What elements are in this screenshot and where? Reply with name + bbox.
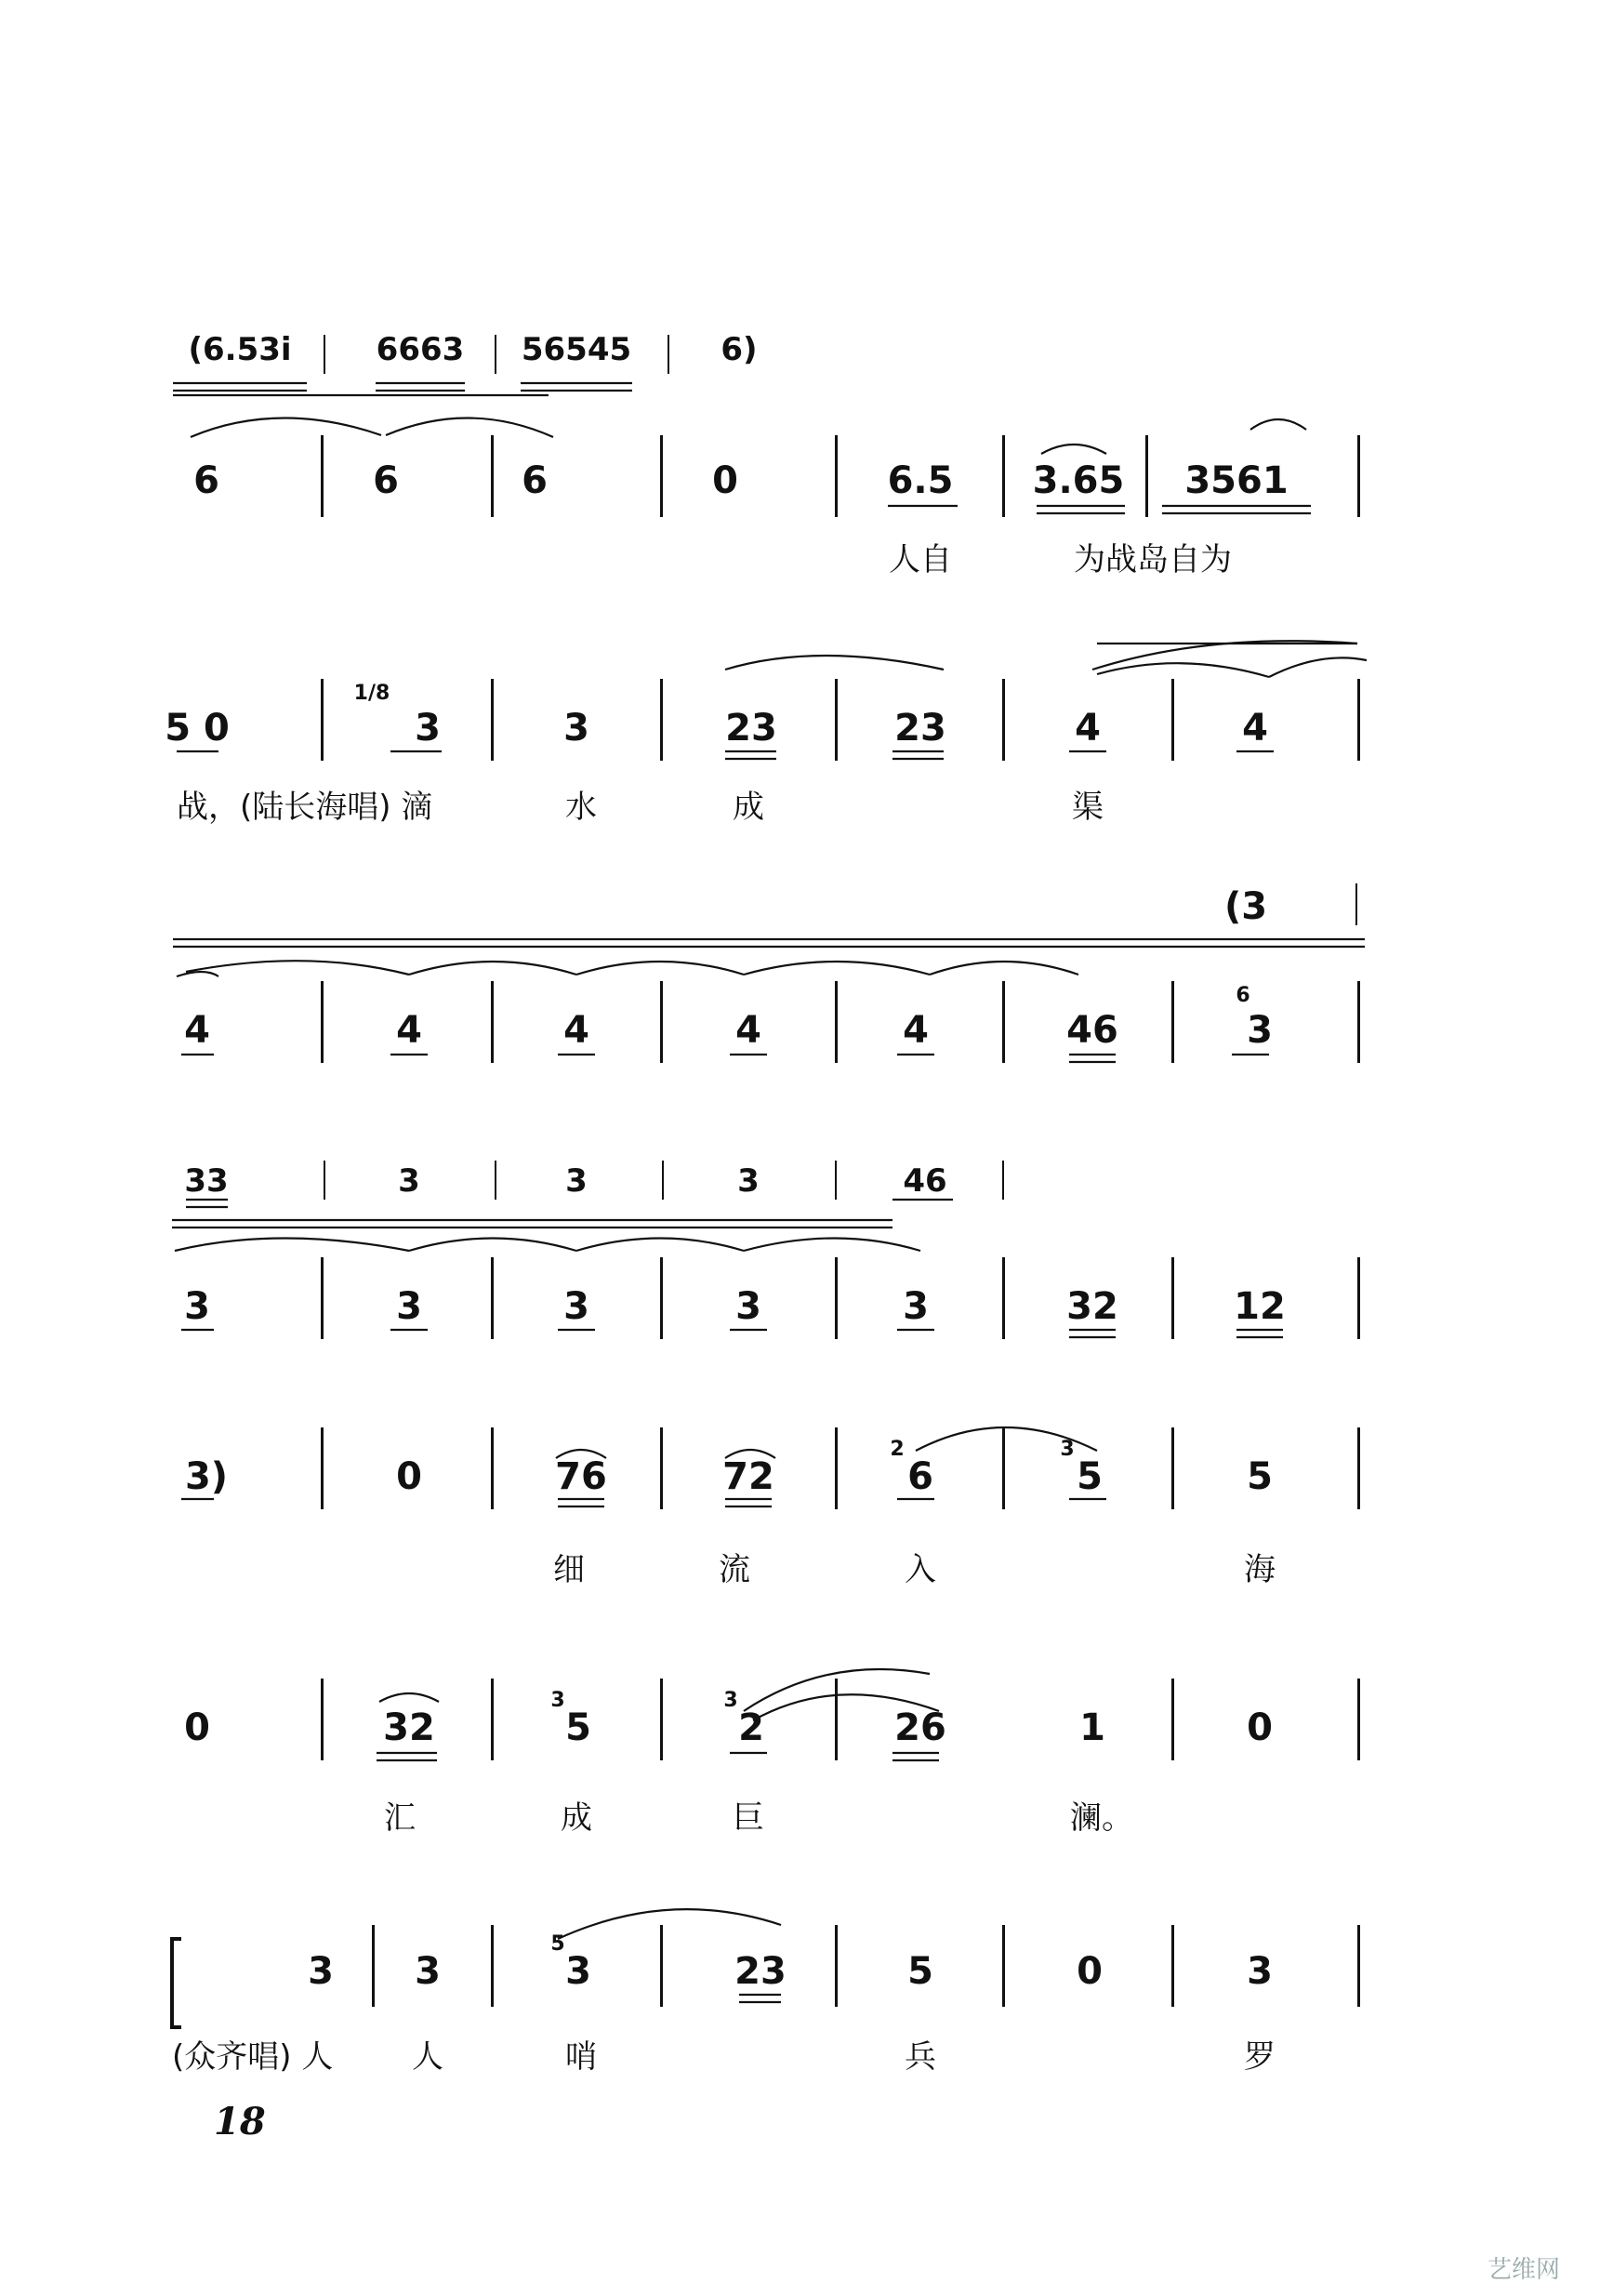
note: 3	[184, 1285, 210, 1328]
note: 23	[894, 707, 946, 750]
lyric: 人	[412, 2038, 443, 2076]
note: 2	[738, 1706, 764, 1749]
note: 3	[1247, 1950, 1273, 1993]
bar-line	[321, 679, 324, 761]
lyric: 水	[565, 789, 597, 826]
note: 5 0	[165, 707, 230, 750]
lyric: 罗	[1244, 2038, 1276, 2076]
note: 3.65	[1032, 459, 1125, 502]
bar-line	[1171, 1925, 1174, 2007]
bar-line	[491, 981, 494, 1063]
lyric: 为战岛自为	[1074, 541, 1232, 578]
lyric: 海	[1244, 1551, 1276, 1588]
bar-line	[321, 981, 324, 1063]
note: 3	[398, 1162, 420, 1200]
note: 3	[737, 1162, 760, 1200]
bar-line	[660, 1427, 663, 1509]
note: (3	[1223, 885, 1268, 928]
note: 23	[725, 707, 777, 750]
watermark-logo: 艺维网	[1487, 2256, 1561, 2284]
note: 0	[1077, 1950, 1103, 1993]
bar-line	[1002, 1925, 1005, 2007]
note: 3	[415, 1950, 441, 1993]
bar-line	[1357, 1925, 1360, 2007]
note-group: (6.53i	[188, 331, 292, 368]
note: 32	[383, 1706, 435, 1749]
bar-line	[1002, 435, 1005, 517]
bar-line	[324, 1161, 325, 1200]
note: 0	[1247, 1706, 1273, 1749]
lyric: 入	[905, 1551, 936, 1588]
note: 4	[1242, 707, 1268, 750]
note: 5	[1247, 1455, 1273, 1498]
note: 32	[1066, 1285, 1118, 1328]
note: 3	[396, 1285, 422, 1328]
note: 4	[903, 1009, 929, 1052]
note: 0	[396, 1455, 422, 1498]
bar-line	[835, 1427, 838, 1509]
bar-line	[662, 1161, 664, 1200]
bar-line	[1171, 1257, 1174, 1339]
bar-line	[321, 1427, 324, 1509]
lyric: 汇	[384, 1799, 416, 1837]
grace-note: 3	[550, 1689, 565, 1712]
note: 3	[415, 707, 441, 750]
bar-line	[1357, 435, 1360, 517]
bar-line	[1171, 1427, 1174, 1509]
bar-line	[660, 1679, 663, 1760]
note: 46	[903, 1162, 947, 1200]
note: 3	[903, 1285, 929, 1328]
bar-line	[321, 1257, 324, 1339]
note: 3	[735, 1285, 761, 1328]
lyric: 成	[561, 1799, 592, 1837]
bar-line	[835, 1161, 837, 1200]
bar-line	[1002, 679, 1005, 761]
note: 3	[563, 707, 589, 750]
note: 6.5	[887, 459, 954, 502]
note-group: 56545	[521, 331, 632, 368]
note: 72	[722, 1455, 774, 1498]
bar-line	[1357, 1257, 1360, 1339]
note: 6	[373, 459, 399, 502]
bar-line	[491, 1925, 494, 2007]
lyric: 哨	[565, 2038, 597, 2076]
note-group: 6663	[376, 331, 465, 368]
bar-line	[1355, 883, 1357, 925]
lyric: 战，(陆长海唱) 滴	[177, 789, 433, 826]
note: 5	[565, 1706, 591, 1749]
note: 6	[522, 459, 548, 502]
bar-line	[491, 1679, 494, 1760]
lyric: (众齐唱) 人	[172, 2038, 334, 2076]
bar-line	[1002, 1427, 1005, 1509]
grace-note: 6	[1236, 984, 1250, 1007]
bar-line	[491, 1257, 494, 1339]
bar-line	[1357, 679, 1360, 761]
bar-line	[835, 981, 838, 1063]
bar-line	[491, 435, 494, 517]
lyric: 巨	[733, 1799, 764, 1837]
note: 4	[184, 1009, 210, 1052]
note: 4	[563, 1009, 589, 1052]
bar-line	[1002, 981, 1005, 1063]
note: 12	[1234, 1285, 1286, 1328]
note: 4	[1075, 707, 1101, 750]
note: 1	[1079, 1706, 1105, 1749]
note: 23	[734, 1950, 787, 1993]
note: 6	[907, 1455, 933, 1498]
bar-line	[321, 435, 324, 517]
bar-line	[835, 1679, 838, 1760]
bar-line	[668, 335, 669, 374]
note: 0	[184, 1706, 210, 1749]
bar-line	[324, 335, 325, 374]
lyric: 成	[733, 789, 764, 826]
note-group: 6)	[721, 331, 758, 368]
grace-note: 3	[1060, 1438, 1075, 1461]
bar-line	[660, 1925, 663, 2007]
bar-line	[1171, 679, 1174, 761]
grace-note: 5	[550, 1932, 565, 1956]
page-number: 18	[214, 2100, 266, 2143]
note: 26	[894, 1706, 946, 1749]
note: 76	[555, 1455, 607, 1498]
bar-line	[660, 1257, 663, 1339]
bar-line	[835, 679, 838, 761]
note: 4	[735, 1009, 761, 1052]
bar-line	[1357, 981, 1360, 1063]
note: 3	[1247, 1009, 1273, 1052]
bar-line	[1002, 1257, 1005, 1339]
grace-fraction: 1/8	[353, 682, 390, 705]
grace-note: 3	[723, 1689, 738, 1712]
bar-line	[491, 1427, 494, 1509]
note: 46	[1066, 1009, 1118, 1052]
note: 3	[308, 1950, 334, 1993]
lyric: 澜。	[1070, 1799, 1133, 1837]
bar-line	[660, 435, 663, 517]
lyric: 兵	[905, 2038, 936, 2076]
grace-note: 2	[890, 1438, 905, 1461]
note: 4	[396, 1009, 422, 1052]
bar-line	[495, 1161, 496, 1200]
note: 5	[907, 1950, 933, 1993]
note: 3	[563, 1285, 589, 1328]
bar-line	[1145, 435, 1148, 517]
bar-line	[372, 1925, 375, 2007]
note: 33	[184, 1162, 229, 1200]
note: 3561	[1184, 459, 1289, 502]
bar-line	[495, 335, 496, 374]
note: 0	[712, 459, 738, 502]
bar-line	[1171, 981, 1174, 1063]
bar-line	[1357, 1679, 1360, 1760]
note: 6	[193, 459, 219, 502]
lyric: 人自	[889, 541, 952, 578]
lyric: 细	[553, 1551, 585, 1588]
note: 3	[565, 1162, 588, 1200]
note: 3	[565, 1950, 591, 1993]
lyric: 流	[719, 1551, 750, 1588]
bar-line	[1002, 1161, 1004, 1200]
bar-line	[1357, 1427, 1360, 1509]
bar-line	[660, 679, 663, 761]
note: 3)	[184, 1455, 229, 1498]
bar-line	[491, 679, 494, 761]
bar-line	[1171, 1679, 1174, 1760]
bar-line	[835, 435, 838, 517]
bar-line	[660, 981, 663, 1063]
lyric: 渠	[1072, 789, 1104, 826]
note: 5	[1077, 1455, 1103, 1498]
bar-line	[321, 1679, 324, 1760]
bar-line	[835, 1257, 838, 1339]
bar-line	[835, 1925, 838, 2007]
